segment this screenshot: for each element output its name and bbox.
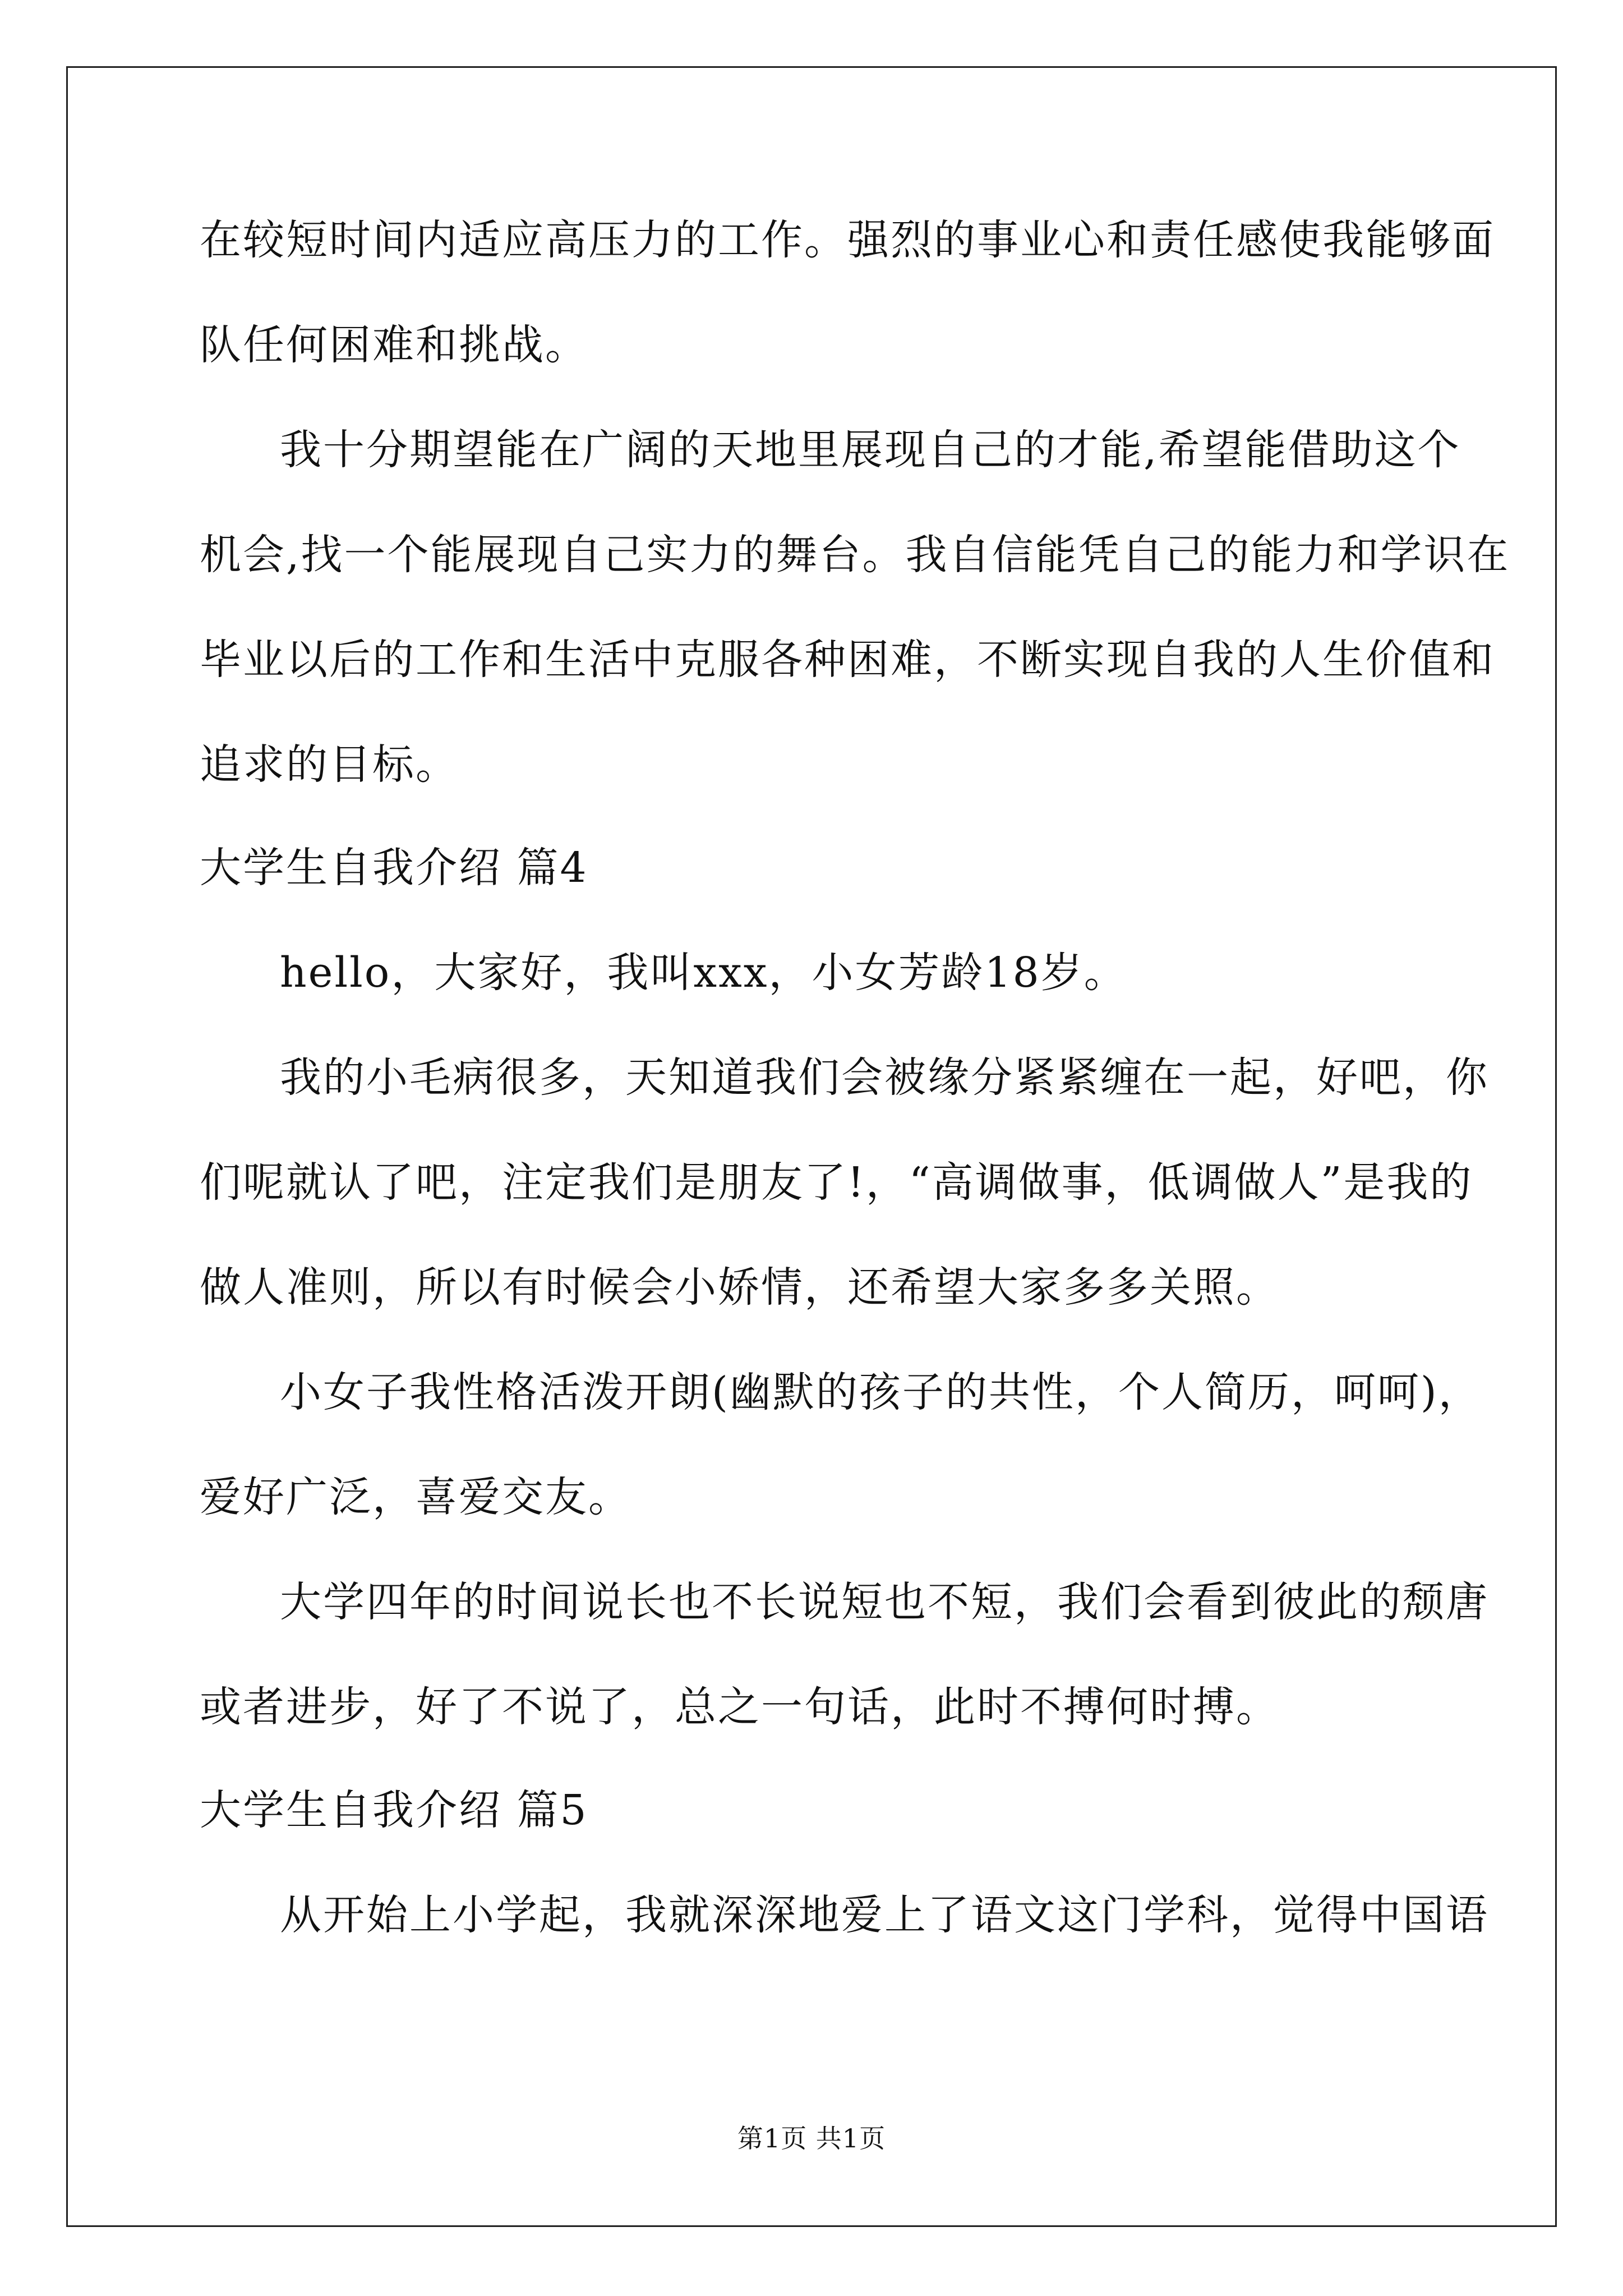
text-line: 爱好广泛，喜爱交友。 [200, 1473, 631, 1521]
text-line: 从开始上小学起，我就深深地爱上了语文这门学科，觉得中国语 [280, 1891, 1489, 1939]
section-heading: 大学生自我介绍 篇4 [200, 844, 588, 892]
text-line: 小女子我性格活泼开朗(幽默的孩子的共性，个人简历，呵呵)， [280, 1368, 1482, 1416]
section-heading: 大学生自我介绍 篇5 [200, 1786, 588, 1834]
text-line: 我的小毛病很多，天知道我们会被缘分紧紧缠在一起，好吧，你 [280, 1053, 1489, 1102]
text-line: 们呢就认了吧，注定我们是朋友了!，“高调做事，低调做人”是我的 [200, 1158, 1473, 1207]
text-line: 队任何困难和挑战。 [200, 321, 588, 369]
text-line: 或者进步，好了不说了，总之一句话，此时不搏何时搏。 [200, 1683, 1279, 1731]
text-line: 我十分期望能在广阔的天地里展现自己的才能,希望能借助这个 [280, 426, 1461, 474]
text-line: 做人准则，所以有时候会小娇情，还希望大家多多关照。 [200, 1263, 1279, 1312]
text-line: 机会,找一个能展现自己实力的舞台。我自信能凭自己的能力和学识在 [200, 531, 1510, 579]
text-line: 追求的目标。 [200, 740, 459, 789]
text-line: 大学四年的时间说长也不长说短也不短，我们会看到彼此的颓唐 [280, 1578, 1489, 1626]
page-footer: 第1页 共1页 [737, 2123, 886, 2154]
text-line: hello，大家好，我叫xxx，小女芳龄18岁。 [280, 949, 1127, 997]
text-line: 在较短时间内适应高压力的工作。强烈的事业心和责任感使我能够面 [200, 216, 1495, 264]
text-line: 毕业以后的工作和生活中克服各种困难，不断实现自我的人生价值和 [200, 636, 1495, 684]
